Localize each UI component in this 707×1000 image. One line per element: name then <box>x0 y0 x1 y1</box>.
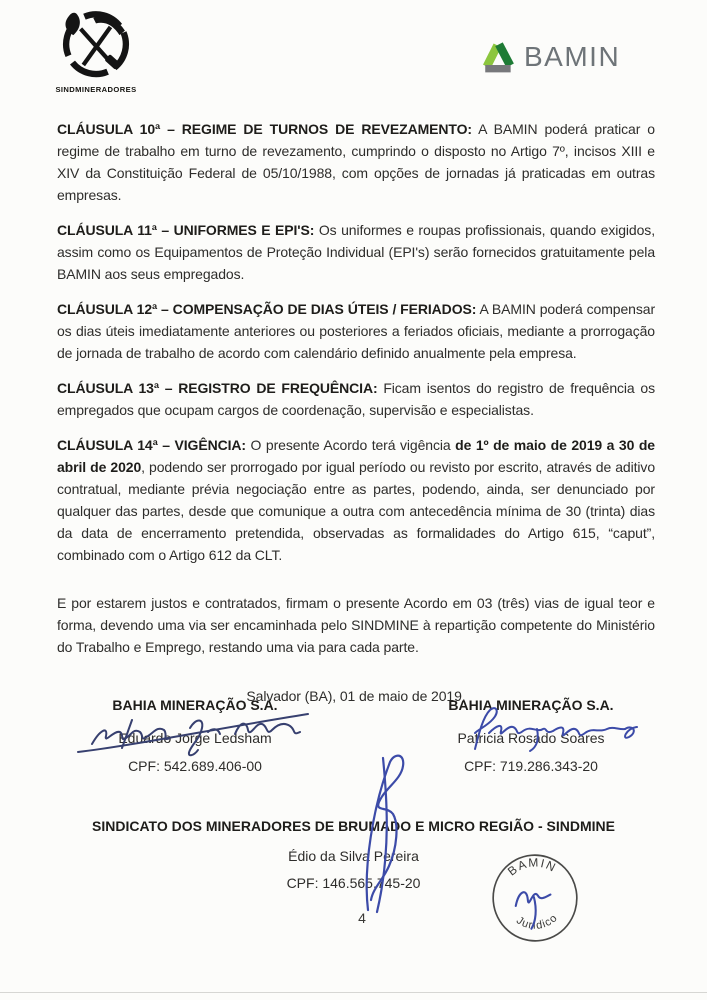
sindmineradores-logo <box>50 8 142 94</box>
bamin-wordmark: BAMIN <box>524 40 621 72</box>
stamp-top-text: BAMIN <box>505 855 560 879</box>
date-line: Salvador (BA), 01 de maio de 2019. <box>246 688 466 704</box>
signatory-name: Eduardo Jorge Ledsham <box>118 730 272 746</box>
stamp-bottom-text: Jurídico <box>514 911 561 932</box>
signature-block-left <box>72 697 318 774</box>
bamin-juridico-stamp <box>486 848 584 947</box>
scan-edge-line <box>0 992 707 993</box>
company-name: BAHIA MINERAÇÃO S.A. <box>448 697 614 713</box>
clause-14: CLÁUSULA 14ª – VIGÊNCIA: O presente Acordo terá vigência de 1º de maio de 2019 a 30 de abril de 2020, podendo ser prorrogado por igual período ou revisto por escrito, através de aditivo contratual, mediante prévia negociação entre as partes, podendo, ainda, ser denunciado por qualquer das partes, desde que comunique a outra com antecedência mínima de 30 (trinta) dias da data de encerramento pretendida, observadas as formalidades do Artigo 615, “caput”, combinado com o Artigo 612 da CLT. <box>57 437 656 563</box>
clause-10: CLÁUSULA 10ª – REGIME DE TURNOS DE REVEZAMENTO: A BAMIN poderá praticar o regime de trabalho em turno de revezamento, cumprindo o disposto no Artigo 7º, incisos XIII e XIV da Constituição Federal de 05/10/1988, com opções de jornadas já praticadas em outras empresas. <box>57 121 655 203</box>
closing-paragraph: E por estarem justos e contratados, firmam o presente Acordo em 03 (três) vias de igual teor e forma, devendo uma via ser encaminhada pelo SINDMINE à repartição competente do Ministério do Trabalho e Emprego, restando uma via para cada parte. <box>57 595 655 655</box>
union-signature-block <box>0 818 707 891</box>
bamin-triangle-icon <box>481 40 517 73</box>
signature-row <box>0 697 707 787</box>
signatory-name: Patricia Rosado Soares <box>457 730 605 746</box>
clause-11: CLÁUSULA 11ª – UNIFORMES E EPI'S: Os uniformes e roupas profissionais, quando exigidos, assim como os Equipamentos de Proteção Individual (EPI's) serão fornecidos gratuitamente pela BAMIN aos seus empregados. <box>57 222 655 282</box>
document-body <box>57 118 655 720</box>
clause-12: CLÁUSULA 12ª – COMPENSAÇÃO DE DIAS ÚTEIS / FERIADOS: A BAMIN poderá compensar os dias úteis imediatamente anteriores ou posteriores a feriados oficiais, mediante a prorrogação de jornada de trabalho de acordo com calendário definido anualmente pela empresa. <box>57 301 656 361</box>
union-signatory-cpf: CPF: 146.565.745-20 <box>286 875 421 891</box>
signatory-cpf: CPF: 719.286.343-20 <box>464 758 598 774</box>
bamin-logo <box>481 40 620 73</box>
clause-13: CLÁUSULA 13ª – REGISTRO DE FREQUÊNCIA: Ficam isentos do registro de frequência os empregados que ocupam cargos de coordenação, supervisão e especialistas. <box>57 380 655 418</box>
page-number: 4 <box>358 910 366 926</box>
crossed-tools-icon <box>55 8 137 84</box>
company-name: BAHIA MINERAÇÃO S.A. <box>112 697 278 713</box>
svg-text:BAMIN <box>504 853 560 879</box>
sindmineradores-label: SINDMINERADORES <box>55 85 137 94</box>
union-name-title: SINDICATO DOS MINERADORES DE BRUMADO E MICRO REGIÃO - SINDMINE <box>92 818 615 834</box>
signature-block-right <box>408 697 654 774</box>
union-signatory-name: Édio da Silva Pereira <box>288 848 419 864</box>
signatory-cpf: CPF: 542.689.406-00 <box>128 758 262 774</box>
